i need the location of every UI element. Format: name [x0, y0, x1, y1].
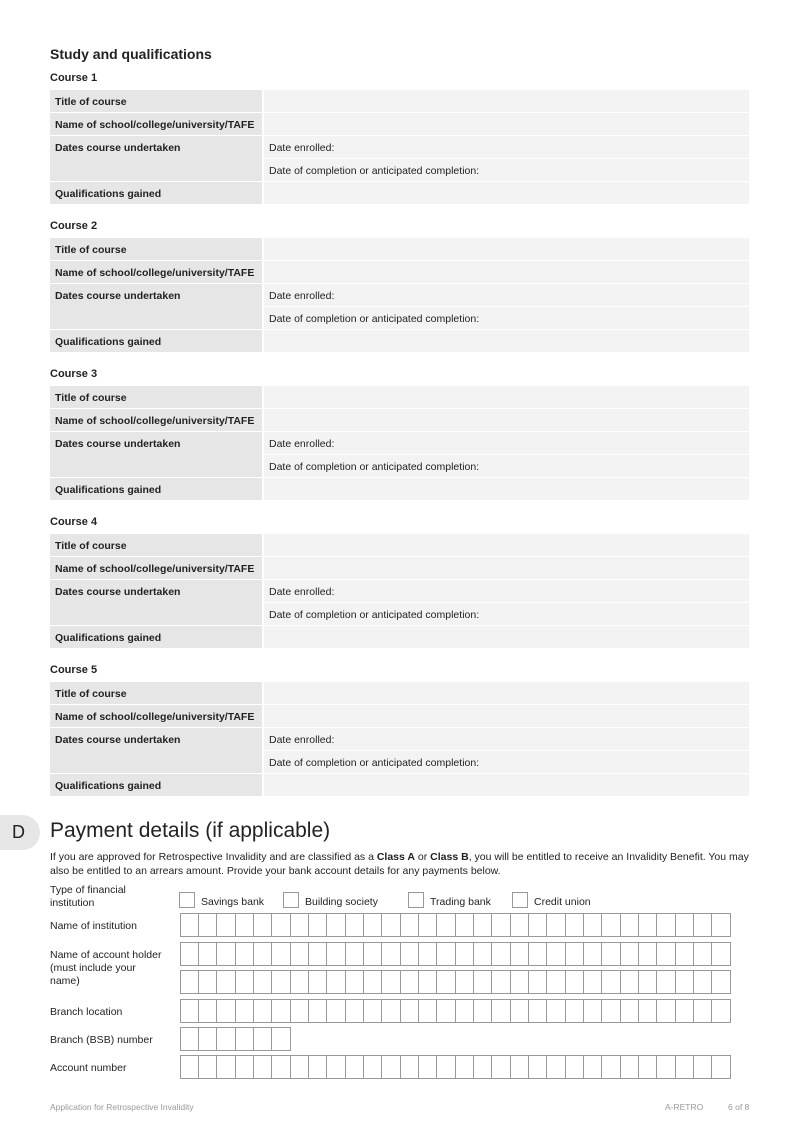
- char-box[interactable]: [346, 914, 364, 936]
- char-box[interactable]: [676, 1000, 694, 1022]
- course-5-title-field[interactable]: [264, 682, 749, 704]
- char-box[interactable]: [419, 914, 437, 936]
- char-box[interactable]: [474, 1000, 492, 1022]
- course-5-quals-row: [50, 774, 749, 796]
- char-box[interactable]: [566, 943, 584, 965]
- char-box[interactable]: [199, 971, 217, 993]
- char-box[interactable]: [712, 971, 731, 993]
- char-box[interactable]: [272, 971, 291, 993]
- char-box[interactable]: [584, 1056, 602, 1078]
- char-box[interactable]: [492, 1000, 511, 1022]
- char-box[interactable]: [712, 1056, 731, 1078]
- course-3-date-completion-field[interactable]: Date of completion or anticipated completion:: [264, 455, 749, 477]
- course-1-title-row: [50, 90, 749, 112]
- char-box[interactable]: [602, 914, 621, 936]
- char-box[interactable]: [657, 914, 676, 936]
- account-number-input[interactable]: [180, 1055, 731, 1079]
- institution-name-label: Name of institution: [50, 920, 137, 932]
- char-box[interactable]: [492, 971, 511, 993]
- course-3-title-field[interactable]: [264, 386, 749, 408]
- course-4-school-row: [50, 557, 749, 579]
- char-box[interactable]: [346, 1056, 364, 1078]
- savings-bank-checkbox[interactable]: [179, 892, 195, 908]
- char-box[interactable]: [199, 1000, 217, 1022]
- char-box[interactable]: [236, 914, 254, 936]
- course-2-block: [50, 220, 749, 353]
- char-box[interactable]: [621, 1056, 639, 1078]
- credit-union-option[interactable]: Credit union: [512, 892, 591, 908]
- char-box[interactable]: [181, 1056, 199, 1078]
- course-4-quals-row: [50, 626, 749, 648]
- char-box[interactable]: [401, 943, 419, 965]
- char-box[interactable]: [621, 943, 639, 965]
- char-box[interactable]: [547, 1000, 566, 1022]
- char-box[interactable]: [456, 1000, 474, 1022]
- char-box[interactable]: [529, 971, 547, 993]
- char-box[interactable]: [511, 914, 529, 936]
- char-box[interactable]: [254, 1056, 272, 1078]
- course-1-dates: [264, 136, 749, 181]
- char-box[interactable]: [217, 943, 236, 965]
- school-name-label: Name of school/college/university/TAFE: [50, 557, 262, 579]
- char-box[interactable]: [254, 1000, 272, 1022]
- char-box[interactable]: [529, 943, 547, 965]
- char-box[interactable]: [364, 914, 382, 936]
- char-box[interactable]: [712, 914, 731, 936]
- qualifications-label: Qualifications gained: [50, 330, 262, 352]
- course-1-block: [50, 72, 749, 205]
- footer-doc-title: Application for Retrospective Invalidity: [50, 1102, 194, 1112]
- char-box[interactable]: [437, 971, 456, 993]
- char-box[interactable]: [382, 943, 401, 965]
- char-box[interactable]: [584, 943, 602, 965]
- course-4-title-row: [50, 534, 749, 556]
- char-box[interactable]: [419, 1000, 437, 1022]
- course-title-label: Title of course: [50, 682, 262, 704]
- char-box[interactable]: [529, 1000, 547, 1022]
- account-holder-input-line-1[interactable]: [180, 942, 731, 966]
- char-box[interactable]: [621, 914, 639, 936]
- char-box[interactable]: [364, 971, 382, 993]
- dates-undertaken-label: Dates course undertaken: [50, 728, 262, 773]
- char-box[interactable]: [639, 1000, 657, 1022]
- course-3-date-enrolled-field[interactable]: Date enrolled:: [264, 432, 749, 454]
- char-box[interactable]: [181, 971, 199, 993]
- char-box[interactable]: [254, 914, 272, 936]
- char-box[interactable]: [401, 971, 419, 993]
- course-2-quals-row: [50, 330, 749, 352]
- course-2-date-completion-field[interactable]: Date of completion or anticipated completion:: [264, 307, 749, 329]
- char-box[interactable]: [401, 1000, 419, 1022]
- char-box[interactable]: [309, 971, 327, 993]
- char-box[interactable]: [382, 1000, 401, 1022]
- char-box[interactable]: [419, 943, 437, 965]
- course-2-heading: Course 2: [50, 220, 98, 232]
- char-box[interactable]: [291, 943, 309, 965]
- course-4-title-field[interactable]: [264, 534, 749, 556]
- char-box[interactable]: [217, 971, 236, 993]
- course-4-dates: [264, 580, 749, 625]
- savings-bank-option[interactable]: Savings bank: [179, 892, 264, 908]
- char-box[interactable]: [364, 943, 382, 965]
- char-box[interactable]: [236, 943, 254, 965]
- char-box[interactable]: [327, 1056, 346, 1078]
- char-box[interactable]: [547, 1056, 566, 1078]
- char-box[interactable]: [566, 1056, 584, 1078]
- char-box[interactable]: [364, 1000, 382, 1022]
- course-4-school-field[interactable]: [264, 557, 749, 579]
- course-4-date-completion-field[interactable]: Date of completion or anticipated completion:: [264, 603, 749, 625]
- class-a-text: Class A: [376, 851, 415, 863]
- char-box[interactable]: [547, 914, 566, 936]
- course-5-date-completion-field[interactable]: Date of completion or anticipated completion:: [264, 751, 749, 773]
- course-3-quals-field[interactable]: [264, 478, 749, 500]
- char-box[interactable]: [272, 1056, 291, 1078]
- char-box[interactable]: [712, 943, 731, 965]
- type-of-institution-label: Type of financial institution: [50, 884, 126, 909]
- char-box[interactable]: [694, 914, 712, 936]
- char-box[interactable]: [584, 1000, 602, 1022]
- building-society-option[interactable]: Building society: [283, 892, 378, 908]
- char-box[interactable]: [657, 943, 676, 965]
- char-box[interactable]: [676, 943, 694, 965]
- char-box[interactable]: [657, 971, 676, 993]
- char-box[interactable]: [602, 1056, 621, 1078]
- char-box[interactable]: [529, 914, 547, 936]
- char-box[interactable]: [694, 971, 712, 993]
- char-box[interactable]: [327, 971, 346, 993]
- char-box[interactable]: [639, 943, 657, 965]
- char-box[interactable]: [474, 971, 492, 993]
- char-box[interactable]: [602, 971, 621, 993]
- char-box[interactable]: [492, 914, 511, 936]
- char-box[interactable]: [346, 1000, 364, 1022]
- char-box[interactable]: [181, 1000, 199, 1022]
- char-box[interactable]: [547, 971, 566, 993]
- course-title-label: Title of course: [50, 386, 262, 408]
- credit-union-checkbox[interactable]: [512, 892, 528, 908]
- char-box[interactable]: [217, 914, 236, 936]
- section-tab-d: D: [0, 815, 40, 850]
- char-box[interactable]: [639, 914, 657, 936]
- char-box[interactable]: [456, 914, 474, 936]
- course-2-dates: [264, 284, 749, 329]
- char-box[interactable]: [657, 1000, 676, 1022]
- char-box[interactable]: [272, 943, 291, 965]
- course-2-school-row: [50, 261, 749, 283]
- char-box[interactable]: [584, 914, 602, 936]
- char-box[interactable]: [657, 1056, 676, 1078]
- char-box[interactable]: [437, 943, 456, 965]
- course-3-heading: Course 3: [50, 368, 98, 380]
- course-title-label: Title of course: [50, 238, 262, 260]
- char-box[interactable]: [511, 943, 529, 965]
- trading-bank-checkbox[interactable]: [408, 892, 424, 908]
- char-box[interactable]: [712, 1000, 731, 1022]
- section-title: Study and qualifications: [50, 46, 212, 62]
- course-4-heading: Course 4: [50, 516, 98, 528]
- payment-intro: If you are approved for Retrospective Invalidity and are classified as a Class A or Class B, you will be entitled to receive an Invalidity Benefit. You may also be entitled to an arrears amount. Provide your bank account details for any payments below.: [50, 851, 749, 877]
- footer-form-code: A-RETRO: [665, 1102, 704, 1112]
- course-5-dates: [264, 728, 749, 773]
- char-box[interactable]: [456, 943, 474, 965]
- course-1-date-completion-field[interactable]: Date of completion or anticipated completion:: [264, 159, 749, 181]
- char-box[interactable]: [419, 971, 437, 993]
- dates-undertaken-label: Dates course undertaken: [50, 136, 262, 181]
- char-box[interactable]: [272, 1000, 291, 1022]
- bsb-number-label: Branch (BSB) number: [50, 1034, 153, 1046]
- char-box[interactable]: [382, 914, 401, 936]
- course-5-block: [50, 664, 749, 797]
- course-title-label: Title of course: [50, 90, 262, 112]
- char-box[interactable]: [621, 971, 639, 993]
- char-box[interactable]: [309, 943, 327, 965]
- school-name-label: Name of school/college/university/TAFE: [50, 113, 262, 135]
- course-5-school-field[interactable]: [264, 705, 749, 727]
- course-5-heading: Course 5: [50, 664, 98, 676]
- course-1-heading: Course 1: [50, 72, 98, 84]
- class-b-text: Class B: [430, 851, 469, 863]
- char-box[interactable]: [437, 914, 456, 936]
- char-box[interactable]: [419, 1056, 437, 1078]
- course-1-quals-field[interactable]: [264, 182, 749, 204]
- char-box[interactable]: [694, 1056, 712, 1078]
- char-box[interactable]: [511, 1056, 529, 1078]
- course-3-block: [50, 368, 749, 501]
- char-box[interactable]: [236, 1056, 254, 1078]
- course-5-quals-field[interactable]: [264, 774, 749, 796]
- course-4-quals-field[interactable]: [264, 626, 749, 648]
- course-5-title-row: [50, 682, 749, 704]
- char-box[interactable]: [327, 943, 346, 965]
- course-1-dates-row: [50, 136, 749, 181]
- char-box[interactable]: [511, 971, 529, 993]
- course-4-date-enrolled-field[interactable]: Date enrolled:: [264, 580, 749, 602]
- char-box[interactable]: [327, 1000, 346, 1022]
- course-5-date-enrolled-field[interactable]: Date enrolled:: [264, 728, 749, 750]
- char-box[interactable]: [272, 914, 291, 936]
- course-5-school-row: [50, 705, 749, 727]
- char-box[interactable]: [272, 1028, 291, 1050]
- course-3-quals-row: [50, 478, 749, 500]
- school-name-label: Name of school/college/university/TAFE: [50, 705, 262, 727]
- institution-name-input[interactable]: [180, 913, 731, 937]
- char-box[interactable]: [364, 1056, 382, 1078]
- char-box[interactable]: [217, 1028, 236, 1050]
- char-box[interactable]: [584, 971, 602, 993]
- course-3-school-row: [50, 409, 749, 431]
- course-1-school-field[interactable]: [264, 113, 749, 135]
- char-box[interactable]: [236, 1028, 254, 1050]
- course-2-title-field[interactable]: [264, 238, 749, 260]
- char-box[interactable]: [474, 914, 492, 936]
- char-box[interactable]: [602, 1000, 621, 1022]
- char-box[interactable]: [639, 971, 657, 993]
- branch-location-label: Branch location: [50, 1006, 123, 1018]
- char-box[interactable]: [639, 1056, 657, 1078]
- building-society-checkbox[interactable]: [283, 892, 299, 908]
- char-box[interactable]: [676, 1056, 694, 1078]
- char-box[interactable]: [309, 1000, 327, 1022]
- bsb-number-input[interactable]: [180, 1027, 291, 1051]
- char-box[interactable]: [676, 971, 694, 993]
- char-box[interactable]: [291, 914, 309, 936]
- course-4-dates-row: [50, 580, 749, 625]
- char-box[interactable]: [401, 914, 419, 936]
- course-2-dates-row: [50, 284, 749, 329]
- course-2-title-row: [50, 238, 749, 260]
- footer-page-number: 6 of 8: [728, 1102, 750, 1112]
- qualifications-label: Qualifications gained: [50, 626, 262, 648]
- char-box[interactable]: [181, 1028, 199, 1050]
- char-box[interactable]: [511, 1000, 529, 1022]
- school-name-label: Name of school/college/university/TAFE: [50, 261, 262, 283]
- course-1-date-enrolled-field[interactable]: Date enrolled:: [264, 136, 749, 158]
- char-box[interactable]: [382, 1056, 401, 1078]
- course-title-label: Title of course: [50, 534, 262, 556]
- course-2-quals-field[interactable]: [264, 330, 749, 352]
- trading-bank-option[interactable]: Trading bank: [408, 892, 491, 908]
- char-box[interactable]: [199, 943, 217, 965]
- char-box[interactable]: [437, 1000, 456, 1022]
- course-1-title-field[interactable]: [264, 90, 749, 112]
- char-box[interactable]: [621, 1000, 639, 1022]
- char-box[interactable]: [346, 971, 364, 993]
- char-box[interactable]: [217, 1056, 236, 1078]
- char-box[interactable]: [291, 971, 309, 993]
- char-box[interactable]: [602, 943, 621, 965]
- char-box[interactable]: [474, 943, 492, 965]
- qualifications-label: Qualifications gained: [50, 774, 262, 796]
- char-box[interactable]: [254, 971, 272, 993]
- char-box[interactable]: [456, 1056, 474, 1078]
- school-name-label: Name of school/college/university/TAFE: [50, 409, 262, 431]
- char-box[interactable]: [676, 914, 694, 936]
- course-1-quals-row: [50, 182, 749, 204]
- char-box[interactable]: [529, 1056, 547, 1078]
- qualifications-label: Qualifications gained: [50, 478, 262, 500]
- char-box[interactable]: [694, 1000, 712, 1022]
- char-box[interactable]: [401, 1056, 419, 1078]
- char-box[interactable]: [236, 1000, 254, 1022]
- branch-location-input[interactable]: [180, 999, 731, 1023]
- char-box[interactable]: [309, 1056, 327, 1078]
- account-holder-label: Name of account holder (must include your name): [50, 949, 162, 987]
- course-3-dates-row: [50, 432, 749, 477]
- course-3-dates: [264, 432, 749, 477]
- char-box[interactable]: [437, 1056, 456, 1078]
- char-box[interactable]: [547, 943, 566, 965]
- char-box[interactable]: [254, 1028, 272, 1050]
- char-box[interactable]: [566, 971, 584, 993]
- char-box[interactable]: [309, 914, 327, 936]
- dates-undertaken-label: Dates course undertaken: [50, 580, 262, 625]
- char-box[interactable]: [254, 943, 272, 965]
- char-box[interactable]: [382, 971, 401, 993]
- course-4-block: [50, 516, 749, 649]
- qualifications-label: Qualifications gained: [50, 182, 262, 204]
- course-3-title-row: [50, 386, 749, 408]
- course-1-school-row: [50, 113, 749, 135]
- char-box[interactable]: [456, 971, 474, 993]
- dates-undertaken-label: Dates course undertaken: [50, 432, 262, 477]
- course-3-school-field[interactable]: [264, 409, 749, 431]
- char-box[interactable]: [346, 943, 364, 965]
- char-box[interactable]: [291, 1056, 309, 1078]
- payment-title: Payment details (if applicable): [50, 819, 331, 842]
- course-2-date-enrolled-field[interactable]: Date enrolled:: [264, 284, 749, 306]
- char-box[interactable]: [199, 914, 217, 936]
- dates-undertaken-label: Dates course undertaken: [50, 284, 262, 329]
- char-box[interactable]: [327, 914, 346, 936]
- course-5-dates-row: [50, 728, 749, 773]
- char-box[interactable]: [291, 1000, 309, 1022]
- account-holder-input-line-2[interactable]: [180, 970, 731, 994]
- char-box[interactable]: [199, 1028, 217, 1050]
- char-box[interactable]: [492, 1056, 511, 1078]
- char-box[interactable]: [566, 1000, 584, 1022]
- char-box[interactable]: [236, 971, 254, 993]
- char-box[interactable]: [181, 943, 199, 965]
- char-box[interactable]: [199, 1056, 217, 1078]
- char-box[interactable]: [474, 1056, 492, 1078]
- char-box[interactable]: [492, 943, 511, 965]
- char-box[interactable]: [566, 914, 584, 936]
- char-box[interactable]: [217, 1000, 236, 1022]
- course-2-school-field[interactable]: [264, 261, 749, 283]
- account-number-label: Account number: [50, 1062, 127, 1074]
- char-box[interactable]: [694, 943, 712, 965]
- char-box[interactable]: [181, 914, 199, 936]
